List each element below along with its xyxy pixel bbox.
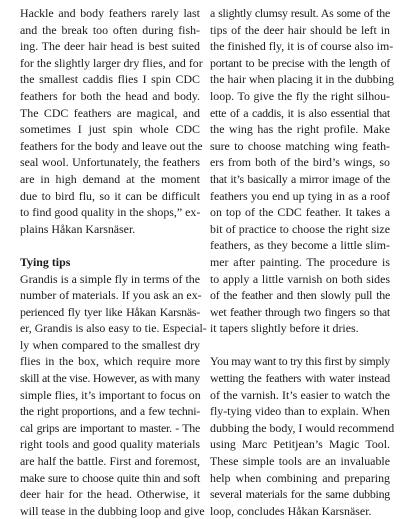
text-line: on top of the CDC feather. It takes a xyxy=(210,204,390,221)
text-line: the hair when placing it in the dubbing xyxy=(210,71,390,88)
text-line: tips of the deer hair should be left in xyxy=(210,22,390,39)
text-line: ers from both of the bird’s wings, so xyxy=(210,154,390,171)
text-line: wet feather through two fingers so that xyxy=(210,304,390,321)
text-line: the wing has the right profile. Make xyxy=(210,121,390,138)
text-line: are half the battle. First and foremost, xyxy=(20,453,200,470)
section-heading: Tying tips xyxy=(20,254,200,271)
text-line: er, Grandis is also easy to tie. Especial- xyxy=(20,320,200,337)
text-line: seal wool. Unfortunately, the feathers xyxy=(20,154,200,171)
text-line: feathers for both the head and body. xyxy=(20,88,200,105)
text-line: The CDC feathers are magical, and xyxy=(20,105,200,122)
paragraph-wing xyxy=(210,5,390,337)
text-line: These simple tools are an invaluable xyxy=(210,453,390,470)
text-line: ette of a caddis, it is also essential that xyxy=(210,105,390,122)
text-line: will tease in the dubbing loop and give xyxy=(20,503,200,519)
text-line: cal grips are important to master. - The xyxy=(20,420,200,437)
text-line: using Marc Petitjean’s Magic Tool. xyxy=(210,436,390,453)
text-line: are in high demand at the moment xyxy=(20,171,200,188)
paragraph-gap xyxy=(210,337,390,354)
text-line: of the varnish. It’s easier to watch the xyxy=(210,387,390,404)
text-line: Grandis is a simple fly in terms of the xyxy=(20,271,200,288)
text-line: portant to be precise with the length of xyxy=(210,55,390,72)
text-line: several materials for the same dubbing xyxy=(210,486,390,503)
text-line: feathers, as they become a little slim- xyxy=(210,237,390,254)
text-line: skill at the vise. However, as with many xyxy=(20,370,200,387)
text-line: plains Håkan Karsnäser. xyxy=(20,221,200,238)
text-line: flies in the box, which require more xyxy=(20,353,200,370)
paragraph-tying-tips xyxy=(20,271,200,519)
text-line: make sure to choose quite thin and soft xyxy=(20,470,200,487)
text-line: to apply a little varnish on both sides xyxy=(210,271,390,288)
text-line: to find good quality in the shops,” ex- xyxy=(20,204,200,221)
right-column xyxy=(210,5,390,519)
text-line: deer hair for the head. Otherwise, it xyxy=(20,486,200,503)
text-line: simple flies, it’s important to focus on xyxy=(20,387,200,404)
text-line: sure to choose matching wing feath- xyxy=(210,138,390,155)
text-line: and the break too often during fish- xyxy=(20,22,200,39)
text-line: the finished fly, it is of course also im- xyxy=(210,38,390,55)
text-line: number of materials. If you ask an ex- xyxy=(20,287,200,304)
text-line: loop. To give the fly the right silhou- xyxy=(210,88,390,105)
text-line: the smallest caddis flies I spin CDC xyxy=(20,71,200,88)
paragraph-gap xyxy=(20,237,200,254)
text-line: sometimes I just spin whole CDC xyxy=(20,121,200,138)
paragraph-varnish xyxy=(210,353,390,519)
text-line: feathers you end up tying in as a roof xyxy=(210,188,390,205)
paragraph-feathers xyxy=(20,5,200,237)
text-line: that it’s basically a mirror image of the xyxy=(210,171,390,188)
text-line: wetting the feathers with water instead xyxy=(210,370,390,387)
text-line: dubbing the body, I would recommend xyxy=(210,420,390,437)
text-line: ing. The deer hair head is best suited xyxy=(20,38,200,55)
text-line: of the feather and then slowly pull the xyxy=(210,287,390,304)
text-line: help when combining and preparing xyxy=(210,470,390,487)
text-line: for the slightly larger dry flies, and for xyxy=(20,55,200,72)
text-line: You may want to try this first by simply xyxy=(210,353,390,370)
text-line: perienced fly tyer like Håkan Karsnäs- xyxy=(20,304,200,321)
text-line: the right proportions, and a few techni- xyxy=(20,403,200,420)
text-line: a slightly clumsy result. As some of the xyxy=(210,5,390,22)
left-column xyxy=(20,5,200,519)
text-line: feathers for the body and leave out the xyxy=(20,138,200,155)
text-line: bit of practice to choose the right size xyxy=(210,221,390,238)
text-line: loop, concludes Håkan Karsnäser. xyxy=(210,503,390,519)
text-line: fly-tying video than to explain. When xyxy=(210,403,390,420)
text-line: due to bird flu, so it can be difficult xyxy=(20,188,200,205)
text-line: mer after painting. The procedure is xyxy=(210,254,390,271)
text-line: Hackle and body feathers rarely last xyxy=(20,5,200,22)
text-line: right tools and good quality materials xyxy=(20,436,200,453)
text-line: it tapers slightly before it dries. xyxy=(210,320,390,337)
text-line: ly when compared to the smallest dry xyxy=(20,337,200,354)
